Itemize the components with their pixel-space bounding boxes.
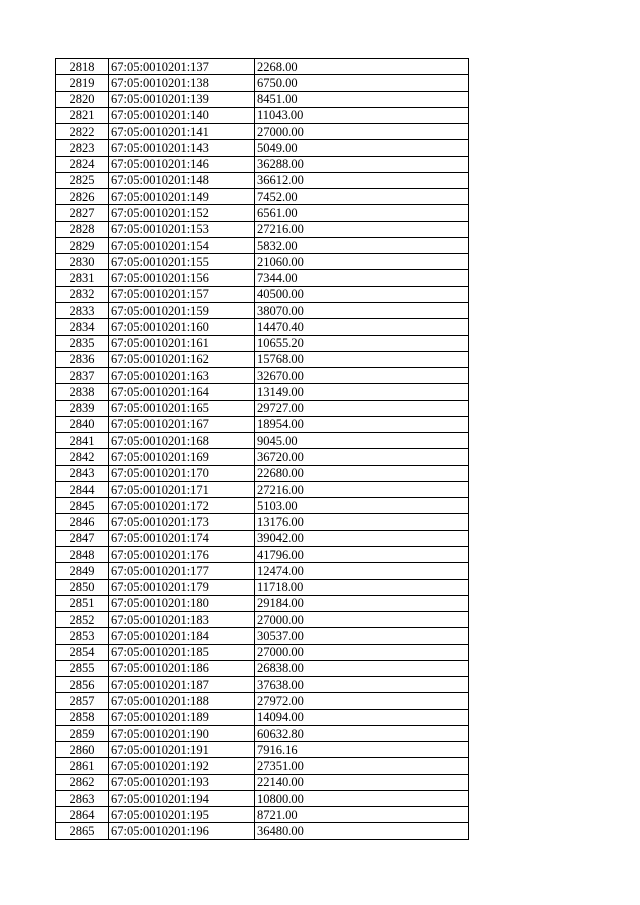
cadastral-number-cell: 67:05:0010201:148 (109, 172, 255, 188)
table-row (56, 677, 469, 693)
table-row (56, 693, 469, 709)
cadastral-value-cell: 18954.00 (255, 416, 469, 432)
row-number-cell: 2826 (56, 189, 109, 205)
cadastral-value-cell: 5832.00 (255, 237, 469, 253)
cadastral-value-cell: 27000.00 (255, 124, 469, 140)
cadastral-number-cell: 67:05:0010201:153 (109, 221, 255, 237)
cadastral-number-cell: 67:05:0010201:192 (109, 758, 255, 774)
row-number-cell: 2835 (56, 335, 109, 351)
cadastral-value-cell: 6561.00 (255, 205, 469, 221)
cadastral-value-cell: 60632.80 (255, 725, 469, 741)
cadastral-number-cell: 67:05:0010201:188 (109, 693, 255, 709)
cadastral-number-cell: 67:05:0010201:171 (109, 481, 255, 497)
row-number-cell: 2861 (56, 758, 109, 774)
table-row (56, 530, 469, 546)
cadastral-number-cell: 67:05:0010201:195 (109, 807, 255, 823)
cadastral-number-cell: 67:05:0010201:159 (109, 302, 255, 318)
cadastral-number-cell: 67:05:0010201:170 (109, 465, 255, 481)
row-number-cell: 2862 (56, 774, 109, 790)
table-row (56, 384, 469, 400)
cadastral-value-cell: 27972.00 (255, 693, 469, 709)
row-number-cell: 2865 (56, 823, 109, 839)
cadastral-number-cell: 67:05:0010201:157 (109, 286, 255, 302)
cadastral-value-cell: 39042.00 (255, 530, 469, 546)
table-row (56, 660, 469, 676)
cadastral-number-cell: 67:05:0010201:173 (109, 514, 255, 530)
row-number-cell: 2842 (56, 449, 109, 465)
cadastral-number-cell: 67:05:0010201:149 (109, 189, 255, 205)
table-row (56, 644, 469, 660)
cadastral-number-cell: 67:05:0010201:141 (109, 124, 255, 140)
table-row (56, 351, 469, 367)
row-number-cell: 2830 (56, 254, 109, 270)
table-row (56, 416, 469, 432)
table-row (56, 449, 469, 465)
row-number-cell: 2834 (56, 319, 109, 335)
cadastral-number-cell: 67:05:0010201:163 (109, 368, 255, 384)
cadastral-value-cell: 36288.00 (255, 156, 469, 172)
cadastral-number-cell: 67:05:0010201:169 (109, 449, 255, 465)
cadastral-number-cell: 67:05:0010201:154 (109, 237, 255, 253)
row-number-cell: 2827 (56, 205, 109, 221)
table-row (56, 254, 469, 270)
table-row (56, 790, 469, 806)
cadastral-value-cell: 26838.00 (255, 660, 469, 676)
cadastral-value-cell: 7344.00 (255, 270, 469, 286)
cadastral-number-cell: 67:05:0010201:185 (109, 644, 255, 660)
row-number-cell: 2846 (56, 514, 109, 530)
cadastral-value-cell: 36720.00 (255, 449, 469, 465)
cadastral-number-cell: 67:05:0010201:180 (109, 595, 255, 611)
table-row (56, 774, 469, 790)
cadastral-number-cell: 67:05:0010201:152 (109, 205, 255, 221)
row-number-cell: 2855 (56, 660, 109, 676)
row-number-cell: 2819 (56, 75, 109, 91)
cadastral-value-cell: 6750.00 (255, 75, 469, 91)
cadastral-number-cell: 67:05:0010201:177 (109, 563, 255, 579)
cadastral-value-cell: 41796.00 (255, 546, 469, 562)
cadastral-value-cell: 8451.00 (255, 91, 469, 107)
row-number-cell: 2836 (56, 351, 109, 367)
table-row (56, 465, 469, 481)
cadastral-value-cell: 27000.00 (255, 612, 469, 628)
cadastral-number-cell: 67:05:0010201:191 (109, 742, 255, 758)
table-row (56, 335, 469, 351)
table-row (56, 140, 469, 156)
cadastral-number-cell: 67:05:0010201:193 (109, 774, 255, 790)
row-number-cell: 2818 (56, 59, 109, 75)
row-number-cell: 2833 (56, 302, 109, 318)
parcel-table-body (56, 59, 469, 840)
cadastral-value-cell: 7916.16 (255, 742, 469, 758)
row-number-cell: 2844 (56, 481, 109, 497)
table-row (56, 368, 469, 384)
row-number-cell: 2848 (56, 546, 109, 562)
cadastral-number-cell: 67:05:0010201:168 (109, 433, 255, 449)
cadastral-number-cell: 67:05:0010201:176 (109, 546, 255, 562)
row-number-cell: 2840 (56, 416, 109, 432)
cadastral-number-cell: 67:05:0010201:155 (109, 254, 255, 270)
cadastral-value-cell: 10800.00 (255, 790, 469, 806)
table-row (56, 546, 469, 562)
cadastral-number-cell: 67:05:0010201:137 (109, 59, 255, 75)
row-number-cell: 2838 (56, 384, 109, 400)
row-number-cell: 2857 (56, 693, 109, 709)
cadastral-value-cell: 2268.00 (255, 59, 469, 75)
row-number-cell: 2825 (56, 172, 109, 188)
row-number-cell: 2822 (56, 124, 109, 140)
table-row (56, 172, 469, 188)
row-number-cell: 2858 (56, 709, 109, 725)
cadastral-value-cell: 36612.00 (255, 172, 469, 188)
row-number-cell: 2831 (56, 270, 109, 286)
cadastral-number-cell: 67:05:0010201:179 (109, 579, 255, 595)
row-number-cell: 2832 (56, 286, 109, 302)
cadastral-value-cell: 29184.00 (255, 595, 469, 611)
table-row (56, 709, 469, 725)
row-number-cell: 2851 (56, 595, 109, 611)
table-row (56, 433, 469, 449)
row-number-cell: 2823 (56, 140, 109, 156)
cadastral-value-cell: 27351.00 (255, 758, 469, 774)
cadastral-number-cell: 67:05:0010201:196 (109, 823, 255, 839)
table-row (56, 612, 469, 628)
table-row (56, 75, 469, 91)
cadastral-number-cell: 67:05:0010201:160 (109, 319, 255, 335)
table-row (56, 189, 469, 205)
cadastral-number-cell: 67:05:0010201:156 (109, 270, 255, 286)
table-row (56, 91, 469, 107)
row-number-cell: 2863 (56, 790, 109, 806)
cadastral-number-cell: 67:05:0010201:172 (109, 498, 255, 514)
table-row (56, 758, 469, 774)
table-row (56, 514, 469, 530)
table-row (56, 400, 469, 416)
table-row (56, 725, 469, 741)
cadastral-value-cell: 27000.00 (255, 644, 469, 660)
row-number-cell: 2849 (56, 563, 109, 579)
cadastral-number-cell: 67:05:0010201:146 (109, 156, 255, 172)
parcel-table (55, 58, 469, 840)
cadastral-value-cell: 22140.00 (255, 774, 469, 790)
table-row (56, 286, 469, 302)
row-number-cell: 2821 (56, 107, 109, 123)
row-number-cell: 2837 (56, 368, 109, 384)
row-number-cell: 2845 (56, 498, 109, 514)
cadastral-value-cell: 8721.00 (255, 807, 469, 823)
table-row (56, 156, 469, 172)
cadastral-value-cell: 7452.00 (255, 189, 469, 205)
row-number-cell: 2824 (56, 156, 109, 172)
row-number-cell: 2820 (56, 91, 109, 107)
cadastral-value-cell: 27216.00 (255, 221, 469, 237)
cadastral-number-cell: 67:05:0010201:140 (109, 107, 255, 123)
cadastral-value-cell: 37638.00 (255, 677, 469, 693)
cadastral-value-cell: 21060.00 (255, 254, 469, 270)
table-row (56, 237, 469, 253)
table-row (56, 205, 469, 221)
cadastral-number-cell: 67:05:0010201:174 (109, 530, 255, 546)
table-row (56, 807, 469, 823)
cadastral-value-cell: 15768.00 (255, 351, 469, 367)
cadastral-number-cell: 67:05:0010201:165 (109, 400, 255, 416)
table-row (56, 823, 469, 839)
row-number-cell: 2841 (56, 433, 109, 449)
cadastral-value-cell: 30537.00 (255, 628, 469, 644)
cadastral-number-cell: 67:05:0010201:183 (109, 612, 255, 628)
cadastral-value-cell: 40500.00 (255, 286, 469, 302)
cadastral-value-cell: 29727.00 (255, 400, 469, 416)
table-row (56, 107, 469, 123)
table-row (56, 319, 469, 335)
row-number-cell: 2854 (56, 644, 109, 660)
cadastral-number-cell: 67:05:0010201:143 (109, 140, 255, 156)
table-row (56, 302, 469, 318)
table-row (56, 124, 469, 140)
cadastral-value-cell: 22680.00 (255, 465, 469, 481)
table-row (56, 498, 469, 514)
cadastral-value-cell: 11043.00 (255, 107, 469, 123)
row-number-cell: 2859 (56, 725, 109, 741)
cadastral-number-cell: 67:05:0010201:186 (109, 660, 255, 676)
table-row (56, 59, 469, 75)
cadastral-number-cell: 67:05:0010201:161 (109, 335, 255, 351)
cadastral-value-cell: 14094.00 (255, 709, 469, 725)
cadastral-value-cell: 32670.00 (255, 368, 469, 384)
cadastral-value-cell: 36480.00 (255, 823, 469, 839)
row-number-cell: 2847 (56, 530, 109, 546)
cadastral-number-cell: 67:05:0010201:194 (109, 790, 255, 806)
cadastral-value-cell: 9045.00 (255, 433, 469, 449)
row-number-cell: 2843 (56, 465, 109, 481)
cadastral-number-cell: 67:05:0010201:162 (109, 351, 255, 367)
row-number-cell: 2852 (56, 612, 109, 628)
row-number-cell: 2860 (56, 742, 109, 758)
row-number-cell: 2850 (56, 579, 109, 595)
row-number-cell: 2853 (56, 628, 109, 644)
cadastral-number-cell: 67:05:0010201:184 (109, 628, 255, 644)
cadastral-value-cell: 13149.00 (255, 384, 469, 400)
table-row (56, 481, 469, 497)
cadastral-value-cell: 5049.00 (255, 140, 469, 156)
cadastral-number-cell: 67:05:0010201:139 (109, 91, 255, 107)
table-row (56, 221, 469, 237)
table-row (56, 628, 469, 644)
cadastral-value-cell: 12474.00 (255, 563, 469, 579)
cadastral-number-cell: 67:05:0010201:190 (109, 725, 255, 741)
row-number-cell: 2828 (56, 221, 109, 237)
cadastral-number-cell: 67:05:0010201:164 (109, 384, 255, 400)
cadastral-number-cell: 67:05:0010201:167 (109, 416, 255, 432)
row-number-cell: 2829 (56, 237, 109, 253)
cadastral-value-cell: 5103.00 (255, 498, 469, 514)
cadastral-value-cell: 10655.20 (255, 335, 469, 351)
table-row (56, 595, 469, 611)
table-row (56, 563, 469, 579)
table-row (56, 270, 469, 286)
cadastral-number-cell: 67:05:0010201:138 (109, 75, 255, 91)
table-row (56, 742, 469, 758)
row-number-cell: 2856 (56, 677, 109, 693)
cadastral-value-cell: 14470.40 (255, 319, 469, 335)
table-row (56, 579, 469, 595)
row-number-cell: 2864 (56, 807, 109, 823)
cadastral-value-cell: 38070.00 (255, 302, 469, 318)
cadastral-value-cell: 13176.00 (255, 514, 469, 530)
cadastral-value-cell: 27216.00 (255, 481, 469, 497)
row-number-cell: 2839 (56, 400, 109, 416)
cadastral-number-cell: 67:05:0010201:187 (109, 677, 255, 693)
cadastral-value-cell: 11718.00 (255, 579, 469, 595)
cadastral-number-cell: 67:05:0010201:189 (109, 709, 255, 725)
